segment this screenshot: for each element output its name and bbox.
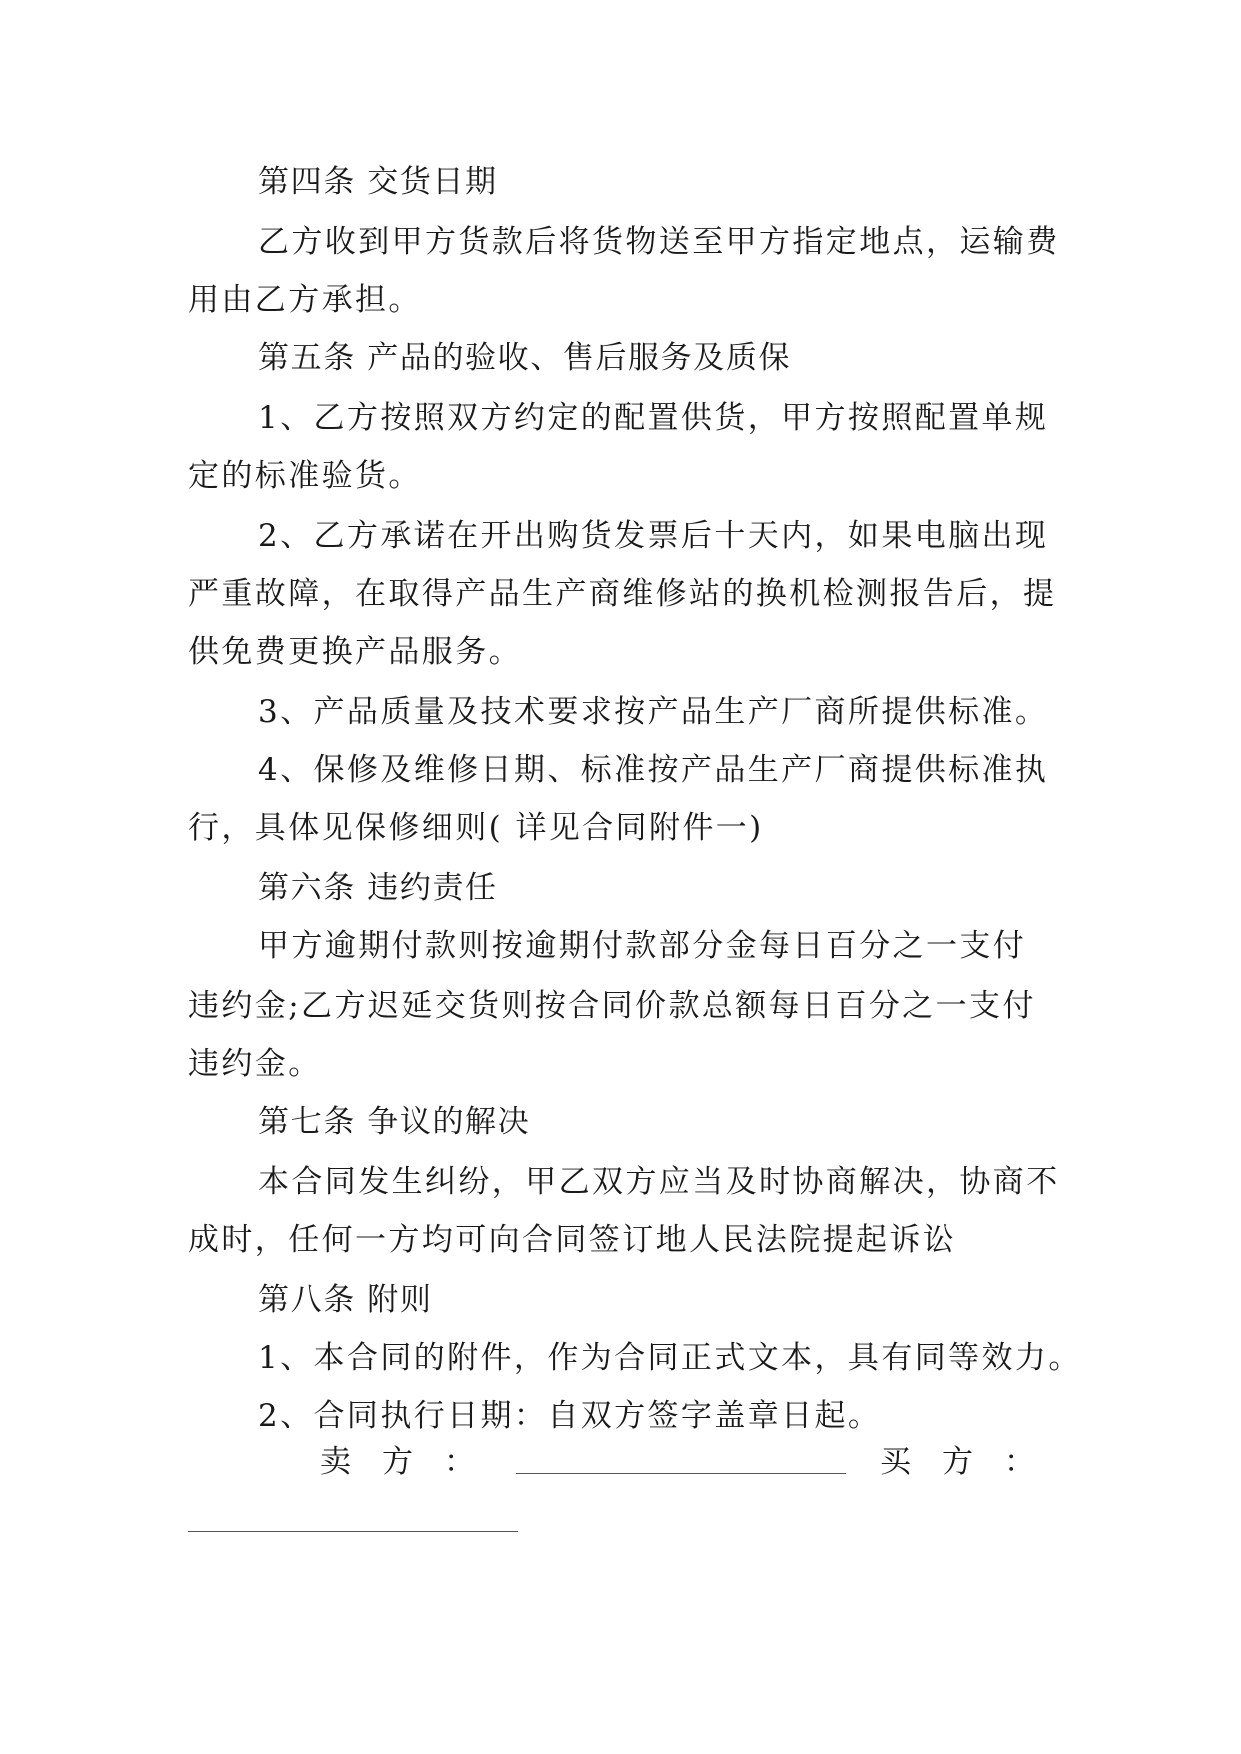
- article-5-heading: 第五条 产品的验收、售后服务及质保: [258, 340, 792, 376]
- article-4-text-line-1: 乙方收到甲方货款后将货物送至甲方指定地点，运输费: [258, 224, 1060, 260]
- article-8-item-2: 2、合同执行日期：自双方签字盖章日起。: [258, 1398, 882, 1434]
- article-5-item-2-line-3: 供免费更换产品服务。: [188, 634, 522, 670]
- article-5-item-3: 3、产品质量及技术要求按产品生产厂商所提供标准。: [258, 694, 1049, 730]
- article-7-text-line-2: 成时，任何一方均可向合同签订地人民法院提起诉讼: [188, 1222, 957, 1258]
- article-6-text-line-1: 甲方逾期付款则按逾期付款部分金每日百分之一支付: [258, 928, 1027, 964]
- article-4-heading: 第四条 交货日期: [258, 164, 498, 200]
- seller-label: 卖 方 ：: [320, 1444, 475, 1480]
- article-5-item-1-line-2: 定的标准验货。: [188, 458, 422, 494]
- article-6-text-line-3: 违约金。: [188, 1046, 322, 1082]
- buyer-signature-line: [188, 1531, 518, 1532]
- article-5-item-2-line-2: 严重故障，在取得产品生产商维修站的换机检测报告后，提: [188, 576, 1057, 612]
- article-5-item-1-line-1: 1、乙方按照双方约定的配置供货，甲方按照配置单规: [258, 400, 1049, 436]
- article-8-item-1: 1、本合同的附件，作为合同正式文本，具有同等效力。: [258, 1340, 1082, 1376]
- article-4-text-line-2: 用由乙方承担。: [188, 282, 422, 318]
- article-5-item-4-line-1: 4、保修及维修日期、标准按产品生产厂商提供标准执: [258, 752, 1049, 788]
- article-6-heading: 第六条 违约责任: [258, 870, 498, 906]
- seller-signature-line: [516, 1473, 846, 1474]
- article-5-item-2-line-1: 2、乙方承诺在开出购货发票后十天内，如果电脑出现: [258, 518, 1049, 554]
- article-8-heading: 第八条 附则: [258, 1282, 433, 1318]
- buyer-label: 买 方 ：: [880, 1444, 1035, 1480]
- article-5-item-4-line-2: 行，具体见保修细则( 详见合同附件一): [188, 810, 764, 846]
- article-7-heading: 第七条 争议的解决: [258, 1104, 531, 1140]
- article-6-text-line-2: 违约金;乙方迟延交货则按合同价款总额每日百分之一支付: [188, 988, 1036, 1024]
- article-7-text-line-1: 本合同发生纠纷，甲乙双方应当及时协商解决，协商不: [258, 1164, 1060, 1200]
